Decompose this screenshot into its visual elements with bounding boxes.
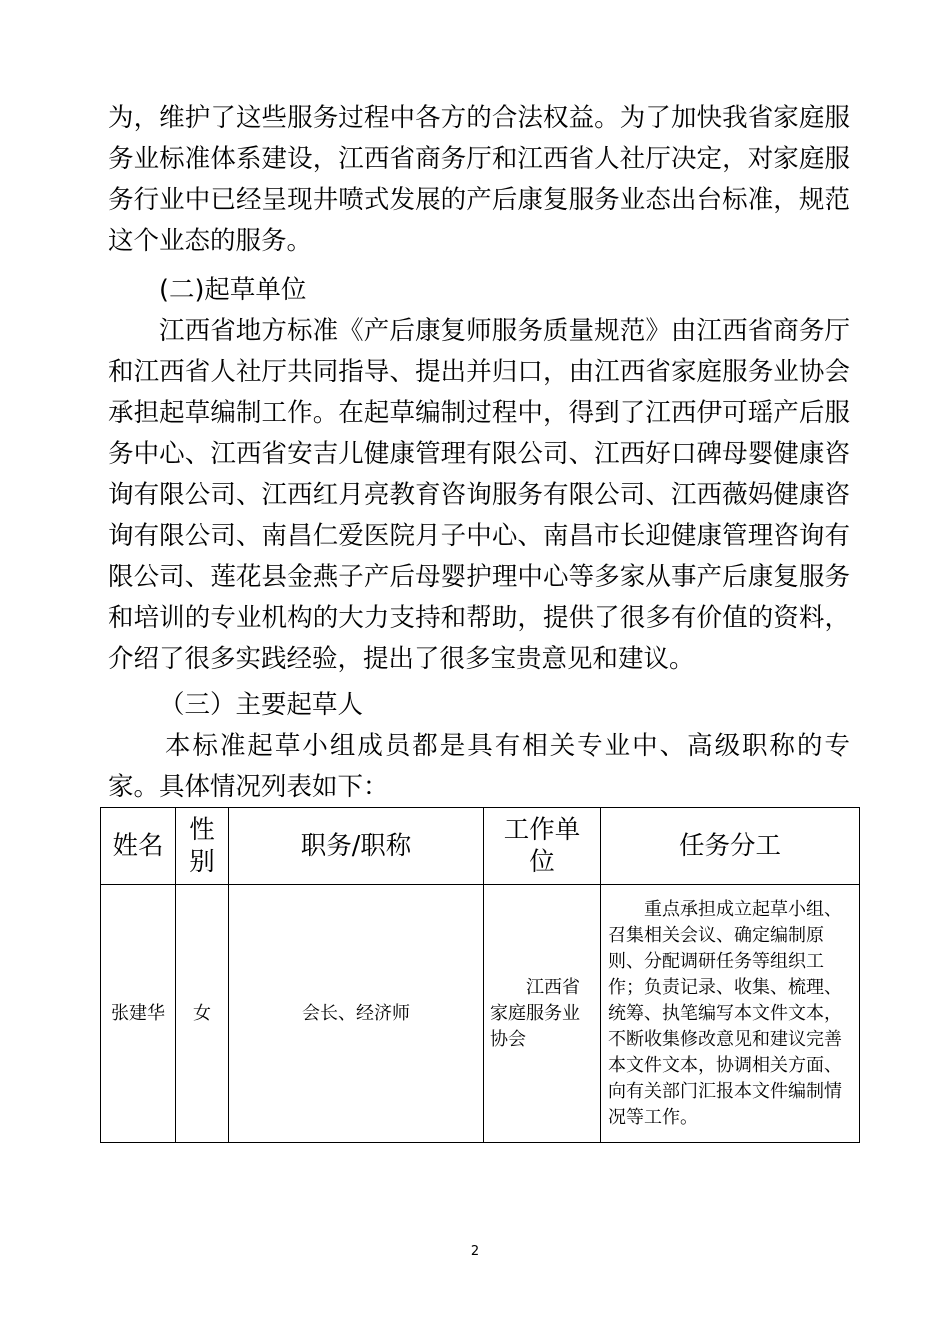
section-heading-main-drafters: （三）主要起草人 bbox=[159, 690, 364, 720]
page-number: 2 bbox=[470, 1244, 480, 1259]
header-title: 职务/职称 bbox=[229, 808, 484, 885]
header-gender: 性别 bbox=[176, 808, 229, 885]
cell-name: 张建华 bbox=[101, 885, 176, 1143]
header-org: 工作单位 bbox=[484, 808, 601, 885]
main-drafters-paragraph: 本标准起草小组成员都是具有相关专业中、高级职称的专家。具体情况列表如下： bbox=[108, 731, 850, 802]
drafting-unit-paragraph: 江西省地方标准《产后康复师服务质量规范》由江西省商务厅和江西省人社厅共同指导、提出并归口，由江西省家庭服务业协会承担起草编制工作。在起草编制过程中，得到了江西伊可瑶产后服务中心、江西省安吉儿健康管理有限公司、江西好口碑母婴健康咨询有限公司、江西红月亮教育咨询服务有限公司、江西薇妈健康咨询有限公司、南昌仁爱医院月子中心、南昌市长迎健康管理咨询有限公司、莲花县金燕子产后母婴护理中心等多家从事产后康复服务和培训的专业机构的大力支持和帮助，提供了很多有价值的资料，介绍了很多实践经验，提出了很多宝贵意见和建议。 bbox=[108, 316, 850, 674]
cell-org: 江西省家庭服务业协会 bbox=[484, 885, 601, 1143]
drafters-table bbox=[100, 807, 860, 1143]
header-task: 任务分工 bbox=[601, 808, 860, 885]
cell-title: 会长、经济师 bbox=[229, 885, 484, 1143]
table-row bbox=[101, 885, 860, 1143]
intro-continuation-paragraph: 为，维护了这些服务过程中各方的合法权益。为了加快我省家庭服务业标准体系建设，江西省商务厅和江西省人社厅决定，对家庭服务行业中已经呈现井喷式发展的产后康复服务业态出台标准，规范这个业态的服务。 bbox=[108, 103, 850, 256]
header-name: 姓名 bbox=[101, 808, 176, 885]
cell-gender: 女 bbox=[176, 885, 229, 1143]
table-header-row bbox=[101, 808, 860, 885]
section-heading-drafting-unit: (二)起草单位 bbox=[159, 275, 307, 305]
cell-task: 重点承担成立起草小组、召集相关会议、确定编制原则、分配调研任务等组织工作；负责记录、收集、梳理、统筹、执笔编写本文件文本，不断收集修改意见和建议完善本文件文本，协调相关方面、向有关部门汇报本文件编制情况等工作。 bbox=[601, 885, 860, 1143]
